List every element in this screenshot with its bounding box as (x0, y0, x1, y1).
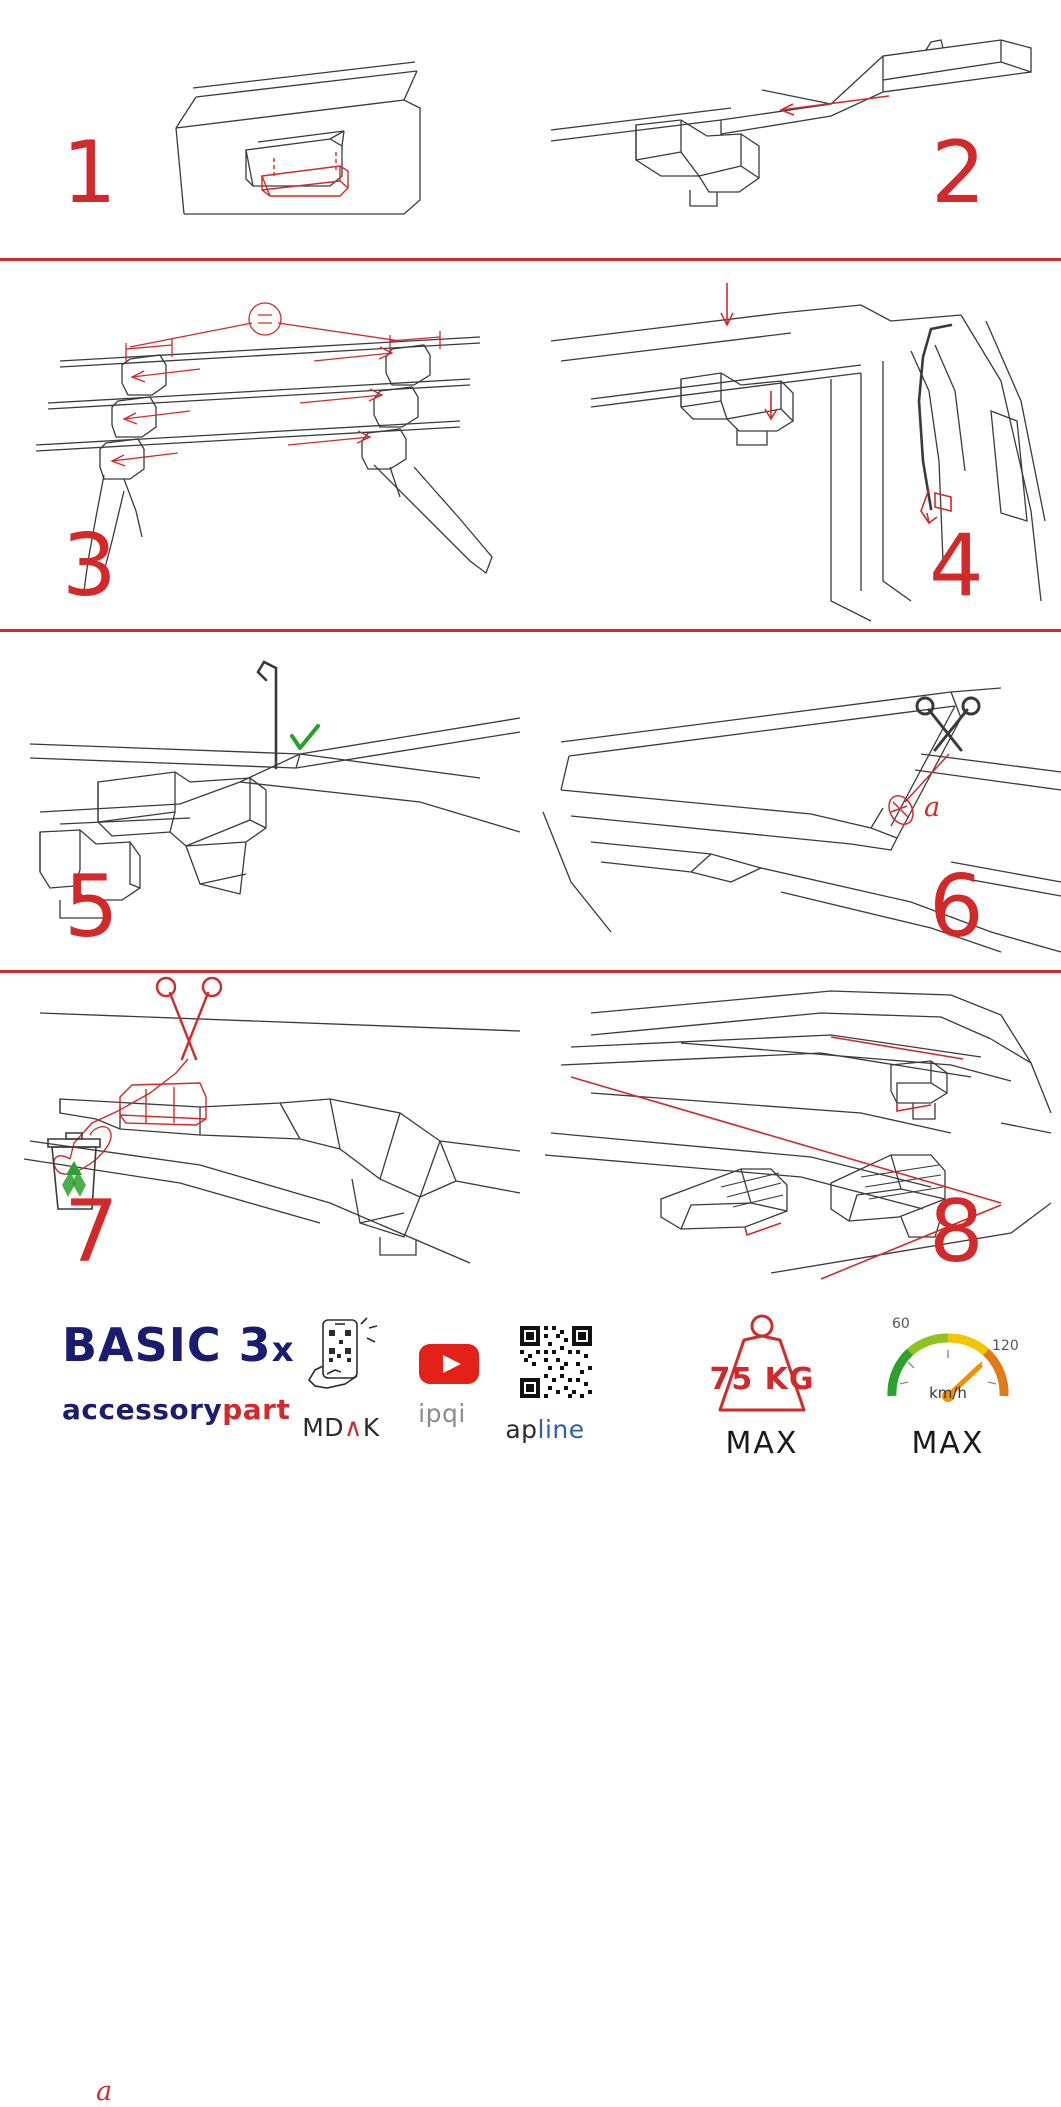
step-number-6: 6 (929, 857, 983, 957)
mdak-label-last: K (362, 1413, 380, 1442)
step-number-3: 3 (62, 516, 116, 616)
step-number-2: 2 (931, 123, 985, 223)
partner-apline[interactable] (480, 1322, 610, 1444)
step-panel-4 (531, 261, 1061, 629)
speedometer-icon (858, 1310, 1038, 1420)
max-speed-label: MAX (911, 1426, 985, 1461)
step-7-part-label-a: a (96, 2076, 113, 2107)
step-panel-2 (531, 0, 1061, 258)
step-panel-3 (0, 261, 530, 629)
speed-unit: km/h (929, 1384, 967, 1402)
company-name-second: part (222, 1393, 291, 1426)
step-number-8: 8 (929, 1182, 983, 1282)
max-speed-block (858, 1310, 1038, 1461)
footer (0, 1296, 1061, 1500)
step-6-part-label-a: a (924, 792, 941, 823)
speed-tick-120: 120 (992, 1338, 1019, 1354)
product-name-suffix: x (271, 1330, 295, 1370)
partner-ipqi[interactable] (396, 1340, 488, 1428)
product-name (62, 1320, 295, 1375)
max-load-label: MAX (725, 1426, 799, 1461)
partner-mdak (286, 1314, 396, 1442)
product-name-text: BASIC 3 (62, 1318, 272, 1372)
step-number-1: 1 (62, 123, 116, 223)
partner-mdak-label (286, 1413, 396, 1442)
partner-apline-label (480, 1415, 610, 1444)
qr-code-icon[interactable] (516, 1322, 596, 1402)
step-panel-1 (0, 0, 530, 258)
apline-label-first: ap (505, 1415, 538, 1444)
step-number-5: 5 (64, 857, 118, 957)
mdak-label-accent: ∧ (344, 1413, 363, 1442)
brand-block (62, 1320, 295, 1427)
step-number-7: 7 (64, 1182, 118, 1282)
company-name (62, 1393, 295, 1427)
max-load-value: 75 KG (709, 1362, 815, 1397)
speed-tick-60: 60 (892, 1316, 910, 1332)
step-panel-8 (531, 973, 1061, 1296)
partner-ipqi-label: ipqi (418, 1399, 466, 1428)
hand-phone-qr-icon (301, 1314, 391, 1400)
apline-label-accent: line (537, 1415, 585, 1444)
step-panel-6 (531, 632, 1061, 970)
company-name-first: accessory (62, 1393, 223, 1426)
max-load-block (672, 1310, 852, 1461)
step-number-4: 4 (929, 516, 983, 616)
step-panel-5 (0, 632, 530, 970)
mdak-label-first: MD (302, 1413, 345, 1442)
youtube-icon[interactable] (417, 1340, 481, 1386)
